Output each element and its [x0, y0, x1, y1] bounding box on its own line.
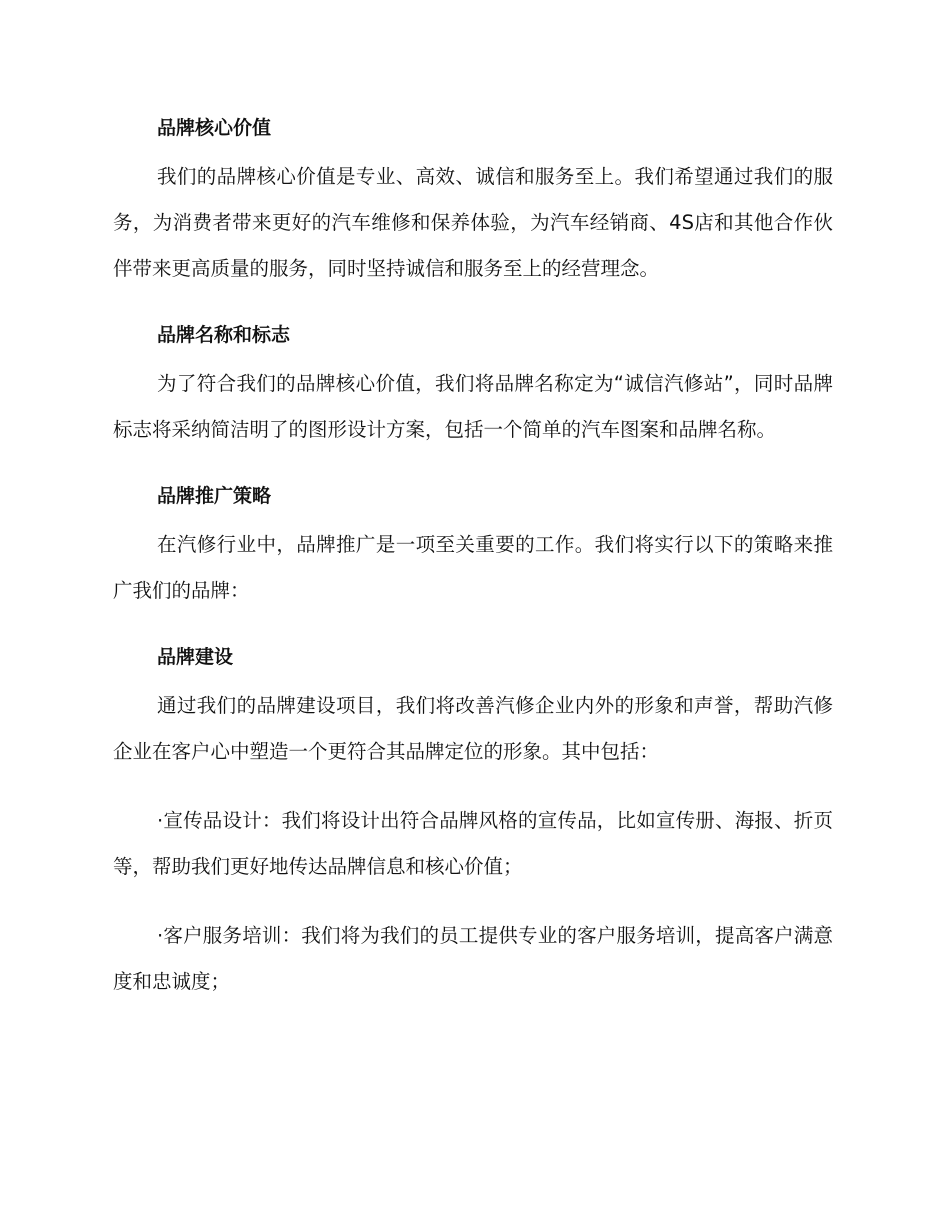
bullet-item-service-training: ·客户服务培训：我们将为我们的员工提供专业的客户服务培训，提高客户满意度和忠诚度； — [113, 924, 833, 993]
section-heading-core-values: 品牌核心价值 — [157, 117, 272, 139]
bullet-item-promo-design: ·宣传品设计：我们将设计出符合品牌风格的宣传品，比如宣传册、海报、折页等，帮助我们更好地传达品牌信息和核心价值； — [113, 809, 833, 878]
document-page — [113, 108, 833, 1028]
paragraph-brand-building: 通过我们的品牌建设项目，我们将改善汽修企业内外的形象和声誉，帮助汽修企业在客户心中塑造一个更符合其品牌定位的形象。其中包括： — [113, 694, 833, 763]
paragraph-name-and-logo: 为了符合我们的品牌核心价值，我们将品牌名称定为“诚信汽修站”，同时品牌标志将采纳简洁明了的图形设计方案，包括一个简单的汽车图案和品牌名称。 — [113, 372, 833, 441]
section-heading-brand-building: 品牌建设 — [157, 646, 234, 668]
section-heading-name-and-logo: 品牌名称和标志 — [157, 324, 291, 346]
section-heading-promotion-strategy: 品牌推广策略 — [157, 485, 272, 507]
paragraph-promotion-strategy: 在汽修行业中，品牌推广是一项至关重要的工作。我们将实行以下的策略来推广我们的品牌： — [113, 533, 833, 602]
paragraph-core-values: 我们的品牌核心价值是专业、高效、诚信和服务至上。我们希望通过我们的服务，为消费者带来更好的汽车维修和保养体验，为汽车经销商、4S店和其他合作伙伴带来更高质量的服务，同时坚持诚信和服务至上的经营理念。 — [113, 165, 833, 280]
